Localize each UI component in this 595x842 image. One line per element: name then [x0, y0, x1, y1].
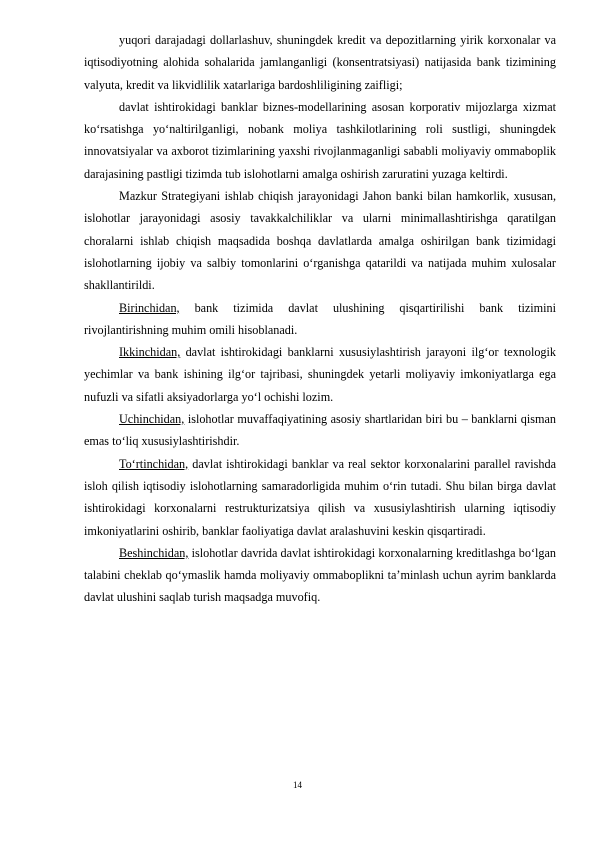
paragraph-4-text: bank tizimida davlat ulushining qisqartirilishi bank tizimini rivojlantirishning muhim omili hisoblanadi.	[84, 300, 556, 337]
paragraph-1-text: yuqori darajadagi dollarlashuv, shuningdek kredit va depozitlarning yirik korxonalar va iqtisodiyotning alohida sohalarida jamlanganligi (konsentratsiyasi) natijasida bank tizimining valyuta, kredit va likvidlilik xatarlariga bardoshliligining zaifligi;	[84, 33, 556, 92]
paragraph-2	[84, 96, 556, 185]
paragraph-5-text: davlat ishtirokidagi banklarni xususiylashtirish jarayoni ilg‘or texnologik yechimlar va bank ishining ilg‘or tajribasi, shuningdek yetarli moliyaviy imkoniyatlarga ega nufuzli va sifatli aksiyadorlarga yo‘l ochishi lozim.	[84, 345, 556, 404]
paragraph-7-text: davlat ishtirokidagi banklar va real sektor korxonalarini parallel ravishda isloh qilish iqtisodiy islohotlarning samaradorligida muhim o‘rin tutadi. Shu bilan birga davlat ishtirokidagi korxonalarni restrukturizatsiya qilish va xususiylashtirish ularning iqtisodiy imkoniyatlarini oshirib, banklar faoliyatiga davlat aralashuvini keskin qisqartiradi.	[84, 456, 556, 538]
paragraph-8	[84, 542, 556, 609]
paragraph-7	[84, 453, 556, 542]
paragraph-5	[84, 341, 556, 408]
paragraph-7-lead: To‘rtinchidan,	[119, 456, 189, 471]
paragraph-6-text: islohotlar muvaffaqiyatining asosiy shartlaridan biri bu – banklarni qisman emas to‘liq xususiylashtirishdir.	[84, 412, 556, 449]
document-body	[84, 29, 556, 609]
paragraph-1	[84, 29, 556, 96]
paragraph-3-text: Mazkur Strategiyani ishlab chiqish jarayonidagi Jahon banki bilan hamkorlik, xususan, islohotlar jarayonidagi asosiy tavakkalchiliklar va ularni minimallashtirishga qaratilgan choralarni ishlab chiqish maqsadida boshqa davlatlarda amalga oshirilgan bank tizimidagi islohotlarning ijobiy va salbiy tomonlarini o‘rganishga qatarildi va natijada muhim xulosalar shakllantirildi.	[84, 189, 556, 293]
paragraph-5-lead: Ikkinchidan,	[119, 345, 181, 360]
paragraph-6	[84, 408, 556, 453]
page-number: 14	[293, 780, 302, 790]
paragraph-2-text: davlat ishtirokidagi banklar biznes-modellarining asosan korporativ mijozlarga xizmat ko‘rsatishga yo‘naltirilganligi, nobank moliya tashkilotlarining roli sustligi, shuningdek innovatsiyalar va axborot tizimlarining yaxshi rivojlanmaganligi sababli moliyaviy ommaboplik darajasining pastligi tizimda tub islohotlarni amalga oshirish zaruratini yuzaga keltirdi.	[84, 99, 556, 181]
paragraph-4	[84, 297, 556, 342]
paragraph-4-lead: Birinchidan,	[119, 300, 180, 315]
paragraph-6-lead: Uchinchidan,	[119, 412, 185, 427]
paragraph-8-text: islohotlar davrida davlat ishtirokidagi korxonalarning kreditlashga bo‘lgan talabini cheklab qo‘ymaslik hamda moliyaviy ommaboplikni ta’minlash uchun ayrim banklarda davlat ulushini saqlab turish maqsadga muvofiq.	[84, 545, 556, 605]
paragraph-8-lead: Beshinchidan,	[119, 545, 189, 560]
paragraph-3	[84, 185, 556, 296]
